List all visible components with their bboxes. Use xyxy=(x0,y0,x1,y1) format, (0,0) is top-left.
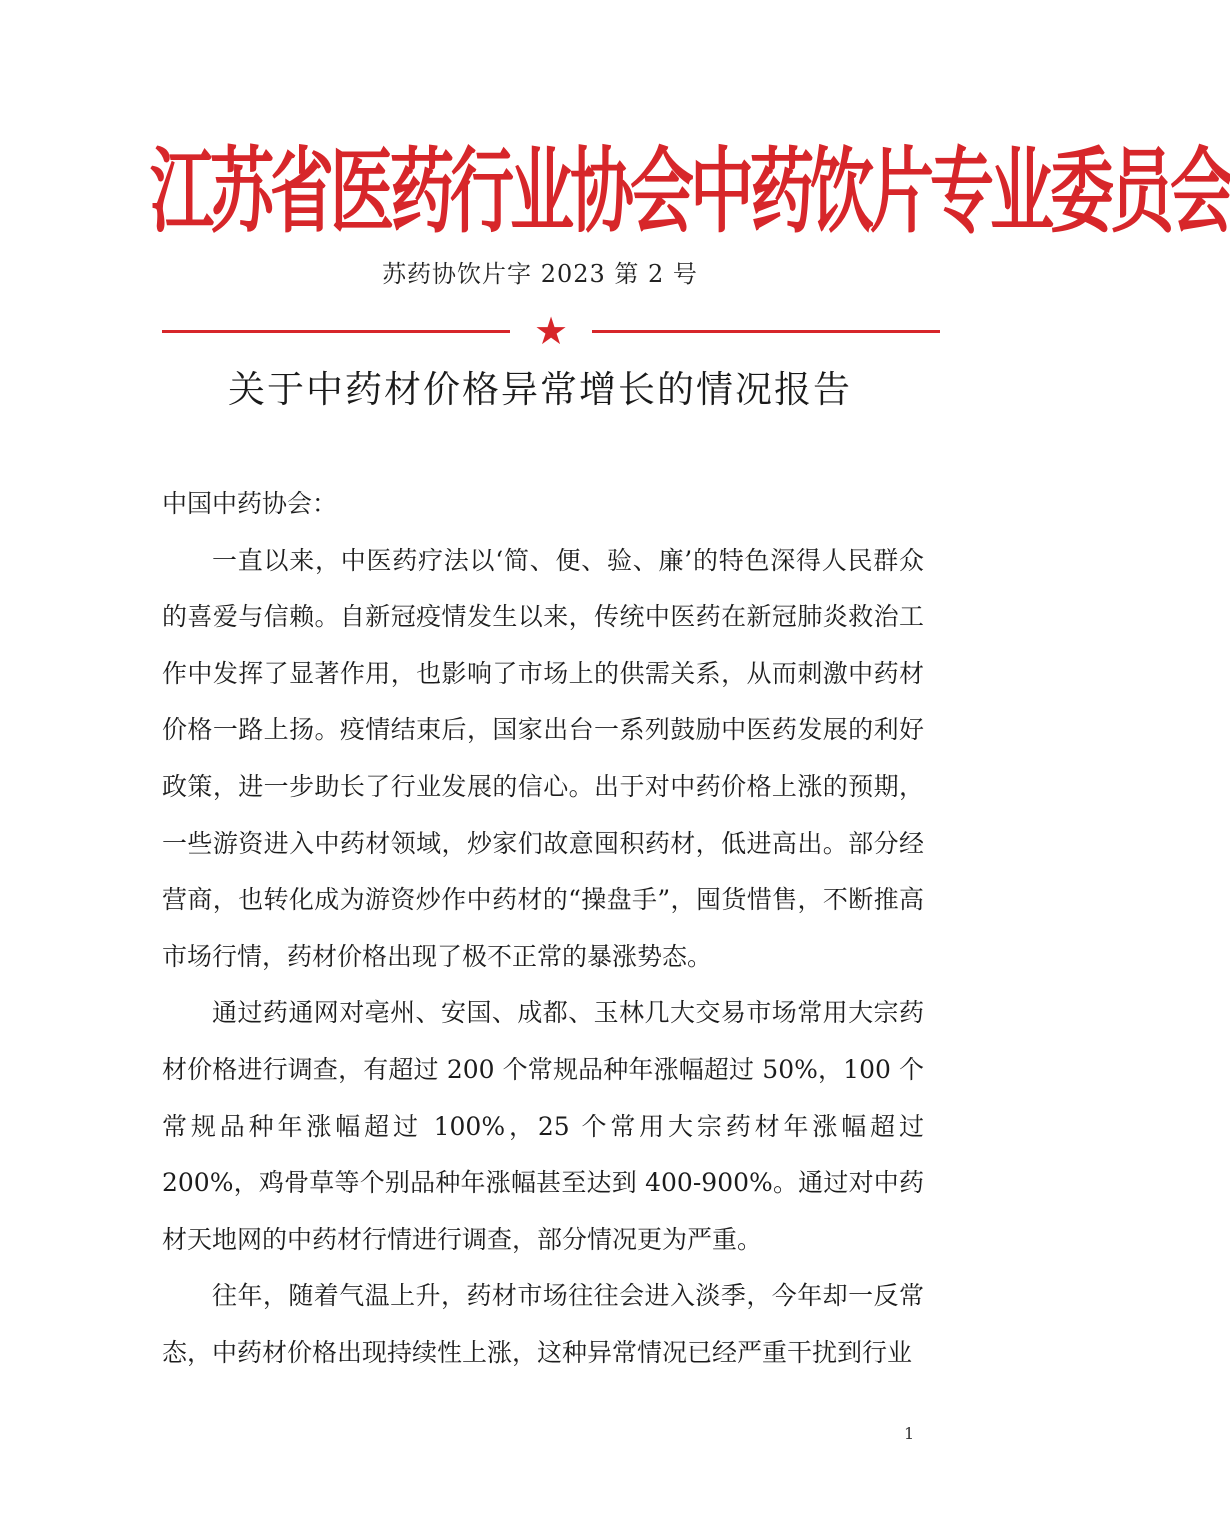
document-title: 关于中药材价格异常增长的情况报告 xyxy=(228,368,852,411)
organization-header xyxy=(150,128,1230,258)
page-number: 1 xyxy=(904,1424,915,1443)
document-body xyxy=(162,476,924,1382)
salutation: 中国中药协会： xyxy=(162,489,338,518)
document-number: 苏药协饮片字 2023 第 2 号 xyxy=(382,260,698,288)
divider-line-left xyxy=(162,330,510,333)
star-icon: ★ xyxy=(533,309,569,353)
body-paragraph: 通过药通网对亳州、安国、成都、玉林几大交易市场常用大宗药材价格进行调查，有超过 200 个常规品种年涨幅超过 50%，100 个常规品种年涨幅超过 100%，25 个常用大宗药材年涨幅超过 200%，鸡骨草等个别品种年涨幅甚至达到 400-900%。通过对中药材天地网的中药材行情进行调查，部分情况更为严重。 xyxy=(162,998,924,1254)
organization-name: 江苏省医药行业协会中药饮片专业委员会 xyxy=(150,139,1230,247)
body-paragraph: 一直以来，中医药疗法以‘简、便、验、廉’的特色深得人民群众的喜爱与信赖。自新冠疫情发生以来，传统中医药在新冠肺炎救治工作中发挥了显著作用，也影响了市场上的供需关系，从而刺激中药材价格一路上扬。疫情结束后，国家出台一系列鼓励中医药发展的利好政策，进一步助长了行业发展的信心。出于对中药价格上涨的预期，一些游资进入中药材领域，炒家们故意囤积药材，低进高出。部分经营商，也转化成为游资炒作中药材的“操盘手”，囤货惜售，不断推高市场行情，药材价格出现了极不正常的暴涨势态。 xyxy=(162,545,924,971)
body-paragraph: 往年，随着气温上升，药材市场往往会进入淡季，今年却一反常态，中药材价格出现持续性上涨，这种异常情况已经严重干扰到行业 xyxy=(162,1281,924,1367)
header-divider xyxy=(162,311,940,351)
divider-line-right xyxy=(592,330,940,333)
